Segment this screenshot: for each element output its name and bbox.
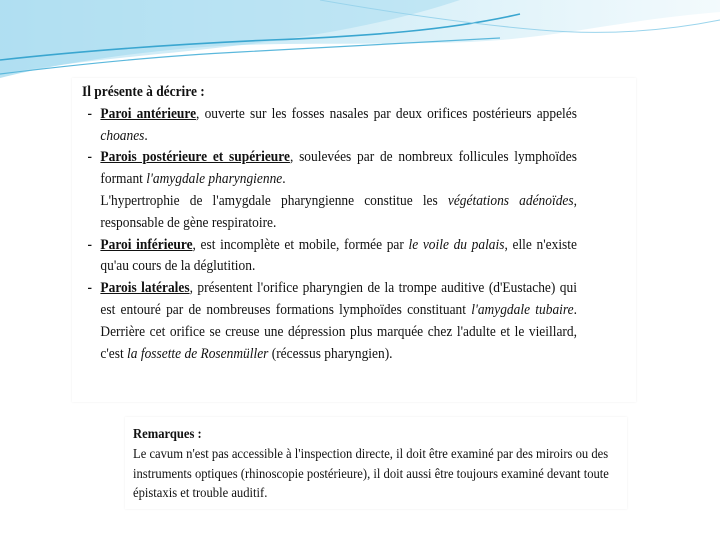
bullet-text: , présentent l'orifice pharyngien de la trompe auditive (d'Eustache) qui est entouré par de nombreuses formations lymphoïdes constituant — [100, 280, 577, 318]
remarks-text — [133, 425, 619, 504]
bullet-emphasis: choanes — [100, 127, 145, 144]
bullet-heading: Parois postérieure et supérieure — [100, 149, 290, 166]
bullet-emphasis-2: la fossette de Rosenmüller — [127, 345, 269, 362]
bullet-text: , est incomplète et mobile, formée par — [192, 236, 409, 253]
bullet-heading: Paroi inférieure — [100, 236, 193, 253]
bullet-dash: - — [87, 149, 93, 166]
bullet-tail: . — [282, 171, 286, 188]
remarks-title: Remarques : — [133, 427, 202, 442]
bullet-emphasis: l'amygdale pharyngienne — [146, 171, 283, 188]
bullet-heading: Parois latérales — [100, 280, 190, 297]
bullet-tail: . Derrière cet orifice se creuse une dépression plus marquée chez l'adulte et le vieillard, c'est — [100, 301, 577, 362]
bullet-dash: - — [87, 105, 93, 122]
bullet-text: , soulevées par de nombreux follicules lymphoïdes formant — [100, 149, 577, 188]
main-text-panel — [72, 78, 636, 402]
intro-line: Il présente à décrire : — [82, 84, 205, 100]
header-wave-decoration — [0, 0, 720, 90]
bullet-heading: Paroi antérieure — [100, 105, 197, 122]
main-text — [82, 82, 577, 365]
subpara-emphasis: végétations adénoïdes — [447, 192, 574, 209]
bullet-paroi-inferieure — [82, 235, 577, 279]
bullet-tail: . — [144, 127, 148, 144]
remarks-body: Le cavum n'est pas accessible à l'inspection directe, il doit être examiné par des miroirs ou des instruments optiques (rhinoscopie postérieure), il doit aussi être toujours examiné devant toute épistaxis et trouble auditif. — [133, 446, 609, 502]
subpara-tail: , responsable de gène respiratoire. — [100, 192, 577, 231]
bullet-tail-2: (récessus pharyngien). — [268, 345, 393, 362]
remarks-panel — [125, 417, 627, 509]
subpara-text: L'hypertrophie de l'amygdale pharyngienne constitue les — [100, 192, 448, 209]
bullet-emphasis: le voile du palais — [408, 236, 505, 253]
bullet-parois-laterales — [82, 278, 577, 365]
bullet-dash: - — [87, 280, 93, 297]
bullet-emphasis: l'amygdale tubaire — [471, 301, 574, 318]
hypertrophie-paragraph — [82, 191, 577, 235]
bullet-text: , ouverte sur les fosses nasales par deux orifices postérieurs appelés — [196, 105, 577, 122]
bullet-parois-posterieure-superieure — [82, 147, 577, 191]
bullet-paroi-anterieure — [82, 104, 577, 148]
bullet-dash: - — [87, 236, 93, 253]
bullet-tail: , elle n'existe qu'au cours de la déglutition. — [100, 236, 577, 275]
